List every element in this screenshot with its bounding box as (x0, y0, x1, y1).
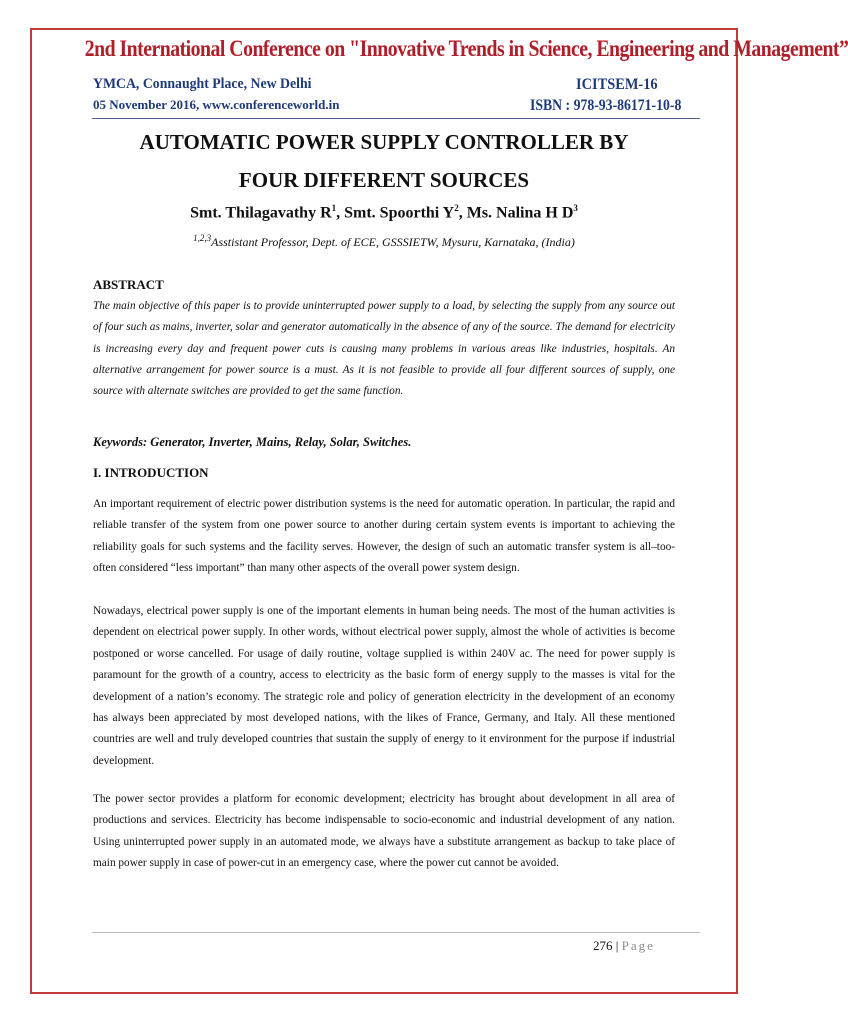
paper-title-line-1: AUTOMATIC POWER SUPPLY CONTROLLER BY (139, 130, 629, 154)
author-affiliation (60, 233, 708, 250)
isbn: ISBN : 978-93-86171-10-8 (530, 97, 682, 114)
author-name: Smt. Thilagavathy R (190, 204, 332, 222)
abstract-heading: ABSTRACT (93, 277, 164, 292)
page-footer (593, 938, 655, 954)
introduction-paragraph-2: Nowadays, electrical power supply is one of the important elements in human being needs. The most of the human activities is dependent on electrical power supply. In other words, without electrical power supply, almost the whole of activities is become postponed or worse cancelled. For usage of daily routine, voltage supplied is within 240V ac. The need for power supply is paramount for the growth of a country, access to electricity as the basic form of energy supply to the masses is vital for the development of a nation’s economy. The strategic role and policy of generation electricity in the development of an economy has always been appreciated by most developed nations, with the likes of France, Germany, and Italy. All these mentioned countries are well and truly developed countries that sustain the supply of energy to it environment for the purpose if industrial development. (93, 605, 675, 767)
paper-title-line-2: FOUR DIFFERENT SOURCES (238, 168, 530, 192)
conference-code: ICITSEM-16 (576, 76, 658, 93)
page-separator: | (612, 938, 622, 953)
conference-venue: YMCA, Connaught Place, New Delhi (93, 76, 312, 92)
keywords: Keywords: Generator, Inverter, Mains, Relay, Solar, Switches. (93, 435, 412, 449)
author-name: Smt. Spoorthi Y (344, 204, 455, 222)
author-list (60, 203, 708, 222)
conference-title: 2nd International Conference on "Innovative Trends in Science, Engineering and Management” (84, 36, 848, 61)
author-affiliation-mark: 1 (331, 203, 337, 213)
introduction-paragraph-1: An important requirement of electric power distribution systems is the need for automatic operation. In particular, the rapid and reliable transfer of the system from one power source to another during certain system events is important to achieving the reliability goals for such systems and the facility serves. However, the design of such an automatic transfer system is all–too-often considered “less important” than many other aspects of the overall power system design. (93, 498, 675, 575)
conference-date-site: 05 November 2016, www.conferenceworld.in (93, 97, 340, 112)
author-separator: , (458, 204, 467, 222)
author-affiliation-mark: 3 (573, 203, 578, 213)
footer-divider (92, 932, 700, 933)
introduction-paragraph-3: The power sector provides a platform for economic development; electricity has brought about development in all area of productions and services. Electricity has become indispensable to socio-economic and industrial development of any nation. Using uninterrupted power supply in an automated mode, we always have a substitute arrangement as backup to take place of main power supply in case of power-cut in an emergency case, where the power cut cannot be avoided. (93, 793, 675, 870)
header-divider (92, 118, 700, 119)
page-label: Page (621, 938, 655, 953)
author-affiliation-mark: 2 (454, 203, 459, 213)
page-number: 276 (593, 938, 613, 953)
abstract-text: The main objective of this paper is to provide uninterrupted power supply to a load, by selecting the supply from any source out of four such as mains, inverter, solar and generator automatically in the absence of any of the source. The demand for electricity is increasing every day and frequent power cuts is causing many problems in various areas like industries, hospitals. An alternative arrangement for power source is a must. As it is not feasible to provide all four different sources of supply, one source with alternate switches are provided to get the same function. (93, 300, 675, 398)
affiliation-mark: 1,2,3 (193, 233, 212, 243)
author-name: Ms. Nalina H D (466, 204, 574, 222)
affiliation-text: Asstistant Professor, Dept. of ECE, GSSSIETW, Mysuru, Karnataka, (India) (211, 235, 575, 249)
introduction-heading: I. INTRODUCTION (93, 465, 209, 480)
author-separator: , (336, 204, 345, 222)
